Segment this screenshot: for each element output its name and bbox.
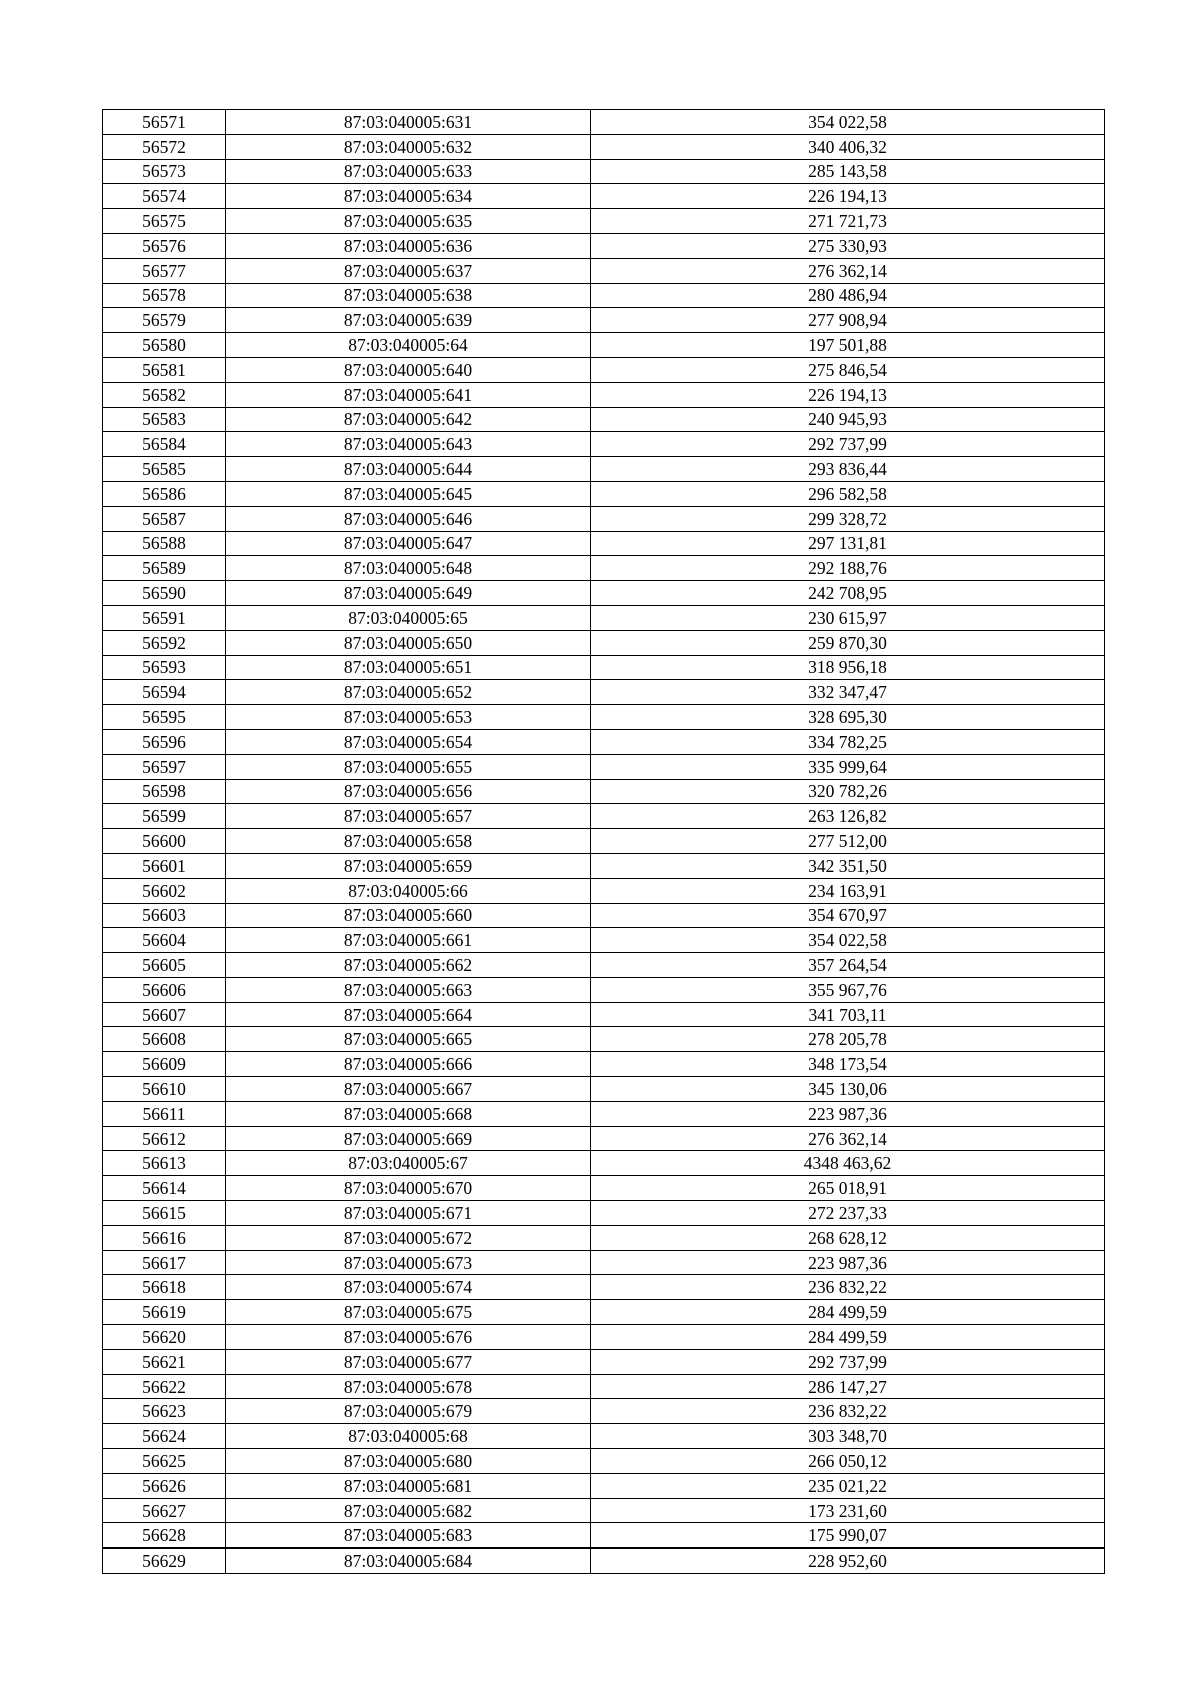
cadastral-number-cell: 87:03:040005:634 — [226, 184, 591, 209]
table-row — [103, 779, 1105, 804]
cadastral-value-cell: 223 987,36 — [591, 1101, 1105, 1126]
cadastral-value-cell: 175 990,07 — [591, 1523, 1105, 1548]
table-row — [103, 1449, 1105, 1474]
table-row — [103, 1176, 1105, 1201]
row-number-cell: 56624 — [103, 1424, 226, 1449]
cadastral-number-cell: 87:03:040005:672 — [226, 1225, 591, 1250]
row-number-cell: 56579 — [103, 308, 226, 333]
row-number-cell: 56613 — [103, 1151, 226, 1176]
table-row — [103, 829, 1105, 854]
row-number-cell: 56603 — [103, 903, 226, 928]
cadastral-value-cell: 318 956,18 — [591, 655, 1105, 680]
cadastral-value-cell: 280 486,94 — [591, 283, 1105, 308]
table-row — [103, 531, 1105, 556]
cadastral-value-cell: 292 737,99 — [591, 1349, 1105, 1374]
cadastral-number-cell: 87:03:040005:645 — [226, 481, 591, 506]
cadastral-value-cell: 297 131,81 — [591, 531, 1105, 556]
cadastral-number-cell: 87:03:040005:633 — [226, 159, 591, 184]
table-row — [103, 1002, 1105, 1027]
table-row — [103, 977, 1105, 1002]
table-row — [103, 506, 1105, 531]
table-row — [103, 680, 1105, 705]
row-number-cell: 56612 — [103, 1126, 226, 1151]
table-row — [103, 209, 1105, 234]
table-row — [103, 1349, 1105, 1374]
table-row — [103, 407, 1105, 432]
cadastral-number-cell: 87:03:040005:670 — [226, 1176, 591, 1201]
row-number-cell: 56602 — [103, 878, 226, 903]
table-row — [103, 878, 1105, 903]
cadastral-number-cell: 87:03:040005:651 — [226, 655, 591, 680]
cadastral-value-cell: 236 832,22 — [591, 1275, 1105, 1300]
cadastral-number-cell: 87:03:040005:646 — [226, 506, 591, 531]
row-number-cell: 56594 — [103, 680, 226, 705]
row-number-cell: 56572 — [103, 134, 226, 159]
cadastral-value-cell: 223 987,36 — [591, 1250, 1105, 1275]
cadastral-number-cell: 87:03:040005:643 — [226, 432, 591, 457]
cadastral-number-cell: 87:03:040005:664 — [226, 1002, 591, 1027]
row-number-cell: 56607 — [103, 1002, 226, 1027]
table-row — [103, 357, 1105, 382]
cadastral-value-cell: 354 670,97 — [591, 903, 1105, 928]
cadastral-number-cell: 87:03:040005:655 — [226, 754, 591, 779]
cadastral-value-cell: 284 499,59 — [591, 1300, 1105, 1325]
cadastral-value-cell: 292 188,76 — [591, 556, 1105, 581]
cadastral-value-cell: 278 205,78 — [591, 1027, 1105, 1052]
row-number-cell: 56608 — [103, 1027, 226, 1052]
cadastral-number-cell: 87:03:040005:650 — [226, 630, 591, 655]
row-number-cell: 56625 — [103, 1449, 226, 1474]
row-number-cell: 56599 — [103, 804, 226, 829]
cadastral-number-cell: 87:03:040005:641 — [226, 382, 591, 407]
row-number-cell: 56571 — [103, 110, 226, 135]
table-row — [103, 134, 1105, 159]
table-row — [103, 1374, 1105, 1399]
cadastral-value-cell: 328 695,30 — [591, 705, 1105, 730]
cadastral-number-cell: 87:03:040005:653 — [226, 705, 591, 730]
cadastral-value-cell: 228 952,60 — [591, 1548, 1105, 1573]
cadastral-value-cell: 226 194,13 — [591, 184, 1105, 209]
cadastral-number-cell: 87:03:040005:649 — [226, 581, 591, 606]
cadastral-value-cell: 266 050,12 — [591, 1449, 1105, 1474]
row-number-cell: 56623 — [103, 1399, 226, 1424]
cadastral-number-cell: 87:03:040005:681 — [226, 1473, 591, 1498]
cadastral-value-cell: 292 737,99 — [591, 432, 1105, 457]
cadastral-value-cell: 277 512,00 — [591, 829, 1105, 854]
cadastral-number-cell: 87:03:040005:635 — [226, 209, 591, 234]
table-row — [103, 1250, 1105, 1275]
row-number-cell: 56575 — [103, 209, 226, 234]
cadastral-number-cell: 87:03:040005:673 — [226, 1250, 591, 1275]
table-row — [103, 1151, 1105, 1176]
cadastral-number-cell: 87:03:040005:631 — [226, 110, 591, 135]
table-row — [103, 556, 1105, 581]
table-row — [103, 853, 1105, 878]
cadastral-number-cell: 87:03:040005:666 — [226, 1052, 591, 1077]
cadastral-number-cell: 87:03:040005:660 — [226, 903, 591, 928]
cadastral-value-cell: 272 237,33 — [591, 1201, 1105, 1226]
row-number-cell: 56588 — [103, 531, 226, 556]
cadastral-number-cell: 87:03:040005:679 — [226, 1399, 591, 1424]
cadastral-number-cell: 87:03:040005:64 — [226, 333, 591, 358]
cadastral-value-cell: 341 703,11 — [591, 1002, 1105, 1027]
cadastral-value-cell: 340 406,32 — [591, 134, 1105, 159]
row-number-cell: 56629 — [103, 1548, 226, 1573]
row-number-cell: 56610 — [103, 1077, 226, 1102]
row-number-cell: 56611 — [103, 1101, 226, 1126]
cadastral-number-cell: 87:03:040005:684 — [226, 1548, 591, 1573]
row-number-cell: 56576 — [103, 233, 226, 258]
cadastral-number-cell: 87:03:040005:640 — [226, 357, 591, 382]
row-number-cell: 56595 — [103, 705, 226, 730]
row-number-cell: 56604 — [103, 928, 226, 953]
cadastral-number-cell: 87:03:040005:683 — [226, 1523, 591, 1548]
cadastral-number-cell: 87:03:040005:642 — [226, 407, 591, 432]
cadastral-number-cell: 87:03:040005:676 — [226, 1325, 591, 1350]
cadastral-value-cell: 276 362,14 — [591, 258, 1105, 283]
row-number-cell: 56583 — [103, 407, 226, 432]
row-number-cell: 56580 — [103, 333, 226, 358]
table-row — [103, 1101, 1105, 1126]
table-row — [103, 804, 1105, 829]
table-row — [103, 1424, 1105, 1449]
cadastral-value-cell: 259 870,30 — [591, 630, 1105, 655]
table-row — [103, 333, 1105, 358]
cadastral-number-cell: 87:03:040005:682 — [226, 1498, 591, 1523]
row-number-cell: 56616 — [103, 1225, 226, 1250]
cadastral-value-cell: 357 264,54 — [591, 953, 1105, 978]
cadastral-number-cell: 87:03:040005:656 — [226, 779, 591, 804]
cadastral-value-cell: 242 708,95 — [591, 581, 1105, 606]
table-row — [103, 655, 1105, 680]
cadastral-number-cell: 87:03:040005:65 — [226, 605, 591, 630]
cadastral-value-cell: 268 628,12 — [591, 1225, 1105, 1250]
cadastral-number-cell: 87:03:040005:652 — [226, 680, 591, 705]
table-row — [103, 432, 1105, 457]
cadastral-number-cell: 87:03:040005:661 — [226, 928, 591, 953]
row-number-cell: 56622 — [103, 1374, 226, 1399]
cadastral-value-cell: 299 328,72 — [591, 506, 1105, 531]
cadastral-number-cell: 87:03:040005:67 — [226, 1151, 591, 1176]
table-row — [103, 308, 1105, 333]
row-number-cell: 56627 — [103, 1498, 226, 1523]
cadastral-number-cell: 87:03:040005:68 — [226, 1424, 591, 1449]
cadastral-number-cell: 87:03:040005:638 — [226, 283, 591, 308]
cadastral-value-cell: 277 908,94 — [591, 308, 1105, 333]
cadastral-value-cell: 271 721,73 — [591, 209, 1105, 234]
table-body — [103, 110, 1105, 1574]
cadastral-value-cell: 355 967,76 — [591, 977, 1105, 1002]
row-number-cell: 56614 — [103, 1176, 226, 1201]
row-number-cell: 56600 — [103, 829, 226, 854]
cadastral-value-cell: 276 362,14 — [591, 1126, 1105, 1151]
row-number-cell: 56582 — [103, 382, 226, 407]
cadastral-number-cell: 87:03:040005:680 — [226, 1449, 591, 1474]
row-number-cell: 56621 — [103, 1349, 226, 1374]
row-number-cell: 56596 — [103, 729, 226, 754]
table-row — [103, 1548, 1105, 1573]
cadastral-value-cell: 354 022,58 — [591, 928, 1105, 953]
table-row — [103, 481, 1105, 506]
table-row — [103, 1027, 1105, 1052]
row-number-cell: 56589 — [103, 556, 226, 581]
cadastral-value-cell: 303 348,70 — [591, 1424, 1105, 1449]
table-row — [103, 1052, 1105, 1077]
cadastral-value-cell: 4348 463,62 — [591, 1151, 1105, 1176]
cadastral-value-cell: 285 143,58 — [591, 159, 1105, 184]
table-row — [103, 184, 1105, 209]
cadastral-value-cell: 335 999,64 — [591, 754, 1105, 779]
cadastral-number-cell: 87:03:040005:644 — [226, 457, 591, 482]
row-number-cell: 56628 — [103, 1523, 226, 1548]
row-number-cell: 56590 — [103, 581, 226, 606]
cadastral-number-cell: 87:03:040005:677 — [226, 1349, 591, 1374]
row-number-cell: 56581 — [103, 357, 226, 382]
row-number-cell: 56573 — [103, 159, 226, 184]
table-row — [103, 1523, 1105, 1548]
row-number-cell: 56606 — [103, 977, 226, 1002]
row-number-cell: 56598 — [103, 779, 226, 804]
row-number-cell: 56601 — [103, 853, 226, 878]
row-number-cell: 56626 — [103, 1473, 226, 1498]
table-row — [103, 382, 1105, 407]
table-row — [103, 1077, 1105, 1102]
row-number-cell: 56593 — [103, 655, 226, 680]
cadastral-number-cell: 87:03:040005:657 — [226, 804, 591, 829]
row-number-cell: 56605 — [103, 953, 226, 978]
row-number-cell: 56615 — [103, 1201, 226, 1226]
table-row — [103, 581, 1105, 606]
cadastral-value-cell: 230 615,97 — [591, 605, 1105, 630]
table-row — [103, 1399, 1105, 1424]
row-number-cell: 56585 — [103, 457, 226, 482]
cadastral-number-cell: 87:03:040005:636 — [226, 233, 591, 258]
row-number-cell: 56591 — [103, 605, 226, 630]
cadastral-value-cell: 235 021,22 — [591, 1473, 1105, 1498]
cadastral-number-cell: 87:03:040005:662 — [226, 953, 591, 978]
table-row — [103, 754, 1105, 779]
table-row — [103, 283, 1105, 308]
table-row — [103, 457, 1105, 482]
row-number-cell: 56592 — [103, 630, 226, 655]
cadastral-number-cell: 87:03:040005:647 — [226, 531, 591, 556]
cadastral-number-cell: 87:03:040005:654 — [226, 729, 591, 754]
row-number-cell: 56587 — [103, 506, 226, 531]
table-row — [103, 630, 1105, 655]
cadastral-value-cell: 354 022,58 — [591, 110, 1105, 135]
cadastral-number-cell: 87:03:040005:678 — [226, 1374, 591, 1399]
table-row — [103, 928, 1105, 953]
row-number-cell: 56577 — [103, 258, 226, 283]
cadastral-value-cell: 284 499,59 — [591, 1325, 1105, 1350]
cadastral-value-cell: 234 163,91 — [591, 878, 1105, 903]
cadastral-value-table — [102, 109, 1105, 1574]
row-number-cell: 56619 — [103, 1300, 226, 1325]
row-number-cell: 56574 — [103, 184, 226, 209]
cadastral-value-cell: 293 836,44 — [591, 457, 1105, 482]
row-number-cell: 56597 — [103, 754, 226, 779]
cadastral-value-cell: 236 832,22 — [591, 1399, 1105, 1424]
cadastral-value-cell: 296 582,58 — [591, 481, 1105, 506]
cadastral-value-cell: 345 130,06 — [591, 1077, 1105, 1102]
cadastral-value-cell: 342 351,50 — [591, 853, 1105, 878]
cadastral-value-cell: 263 126,82 — [591, 804, 1105, 829]
cadastral-number-cell: 87:03:040005:668 — [226, 1101, 591, 1126]
cadastral-number-cell: 87:03:040005:639 — [226, 308, 591, 333]
cadastral-number-cell: 87:03:040005:648 — [226, 556, 591, 581]
cadastral-value-cell: 286 147,27 — [591, 1374, 1105, 1399]
cadastral-value-cell: 334 782,25 — [591, 729, 1105, 754]
table-row — [103, 729, 1105, 754]
cadastral-value-cell: 275 846,54 — [591, 357, 1105, 382]
cadastral-value-cell: 348 173,54 — [591, 1052, 1105, 1077]
cadastral-value-cell: 240 945,93 — [591, 407, 1105, 432]
table-row — [103, 953, 1105, 978]
cadastral-number-cell: 87:03:040005:671 — [226, 1201, 591, 1226]
table-row — [103, 1126, 1105, 1151]
cadastral-number-cell: 87:03:040005:632 — [226, 134, 591, 159]
cadastral-value-cell: 173 231,60 — [591, 1498, 1105, 1523]
cadastral-number-cell: 87:03:040005:66 — [226, 878, 591, 903]
cadastral-number-cell: 87:03:040005:669 — [226, 1126, 591, 1151]
row-number-cell: 56618 — [103, 1275, 226, 1300]
table-row — [103, 605, 1105, 630]
cadastral-value-cell: 197 501,88 — [591, 333, 1105, 358]
cadastral-number-cell: 87:03:040005:675 — [226, 1300, 591, 1325]
table-row — [103, 705, 1105, 730]
cadastral-value-cell: 332 347,47 — [591, 680, 1105, 705]
table-row — [103, 1325, 1105, 1350]
row-number-cell: 56584 — [103, 432, 226, 457]
cadastral-value-cell: 320 782,26 — [591, 779, 1105, 804]
cadastral-value-cell: 226 194,13 — [591, 382, 1105, 407]
row-number-cell: 56620 — [103, 1325, 226, 1350]
table-row — [103, 1473, 1105, 1498]
row-number-cell: 56578 — [103, 283, 226, 308]
row-number-cell: 56609 — [103, 1052, 226, 1077]
cadastral-number-cell: 87:03:040005:665 — [226, 1027, 591, 1052]
table-row — [103, 233, 1105, 258]
cadastral-number-cell: 87:03:040005:658 — [226, 829, 591, 854]
table-row — [103, 903, 1105, 928]
table-row — [103, 1275, 1105, 1300]
cadastral-number-cell: 87:03:040005:674 — [226, 1275, 591, 1300]
cadastral-value-cell: 265 018,91 — [591, 1176, 1105, 1201]
row-number-cell: 56617 — [103, 1250, 226, 1275]
table-row — [103, 1300, 1105, 1325]
table-row — [103, 1225, 1105, 1250]
table-row — [103, 110, 1105, 135]
table-row — [103, 159, 1105, 184]
cadastral-number-cell: 87:03:040005:637 — [226, 258, 591, 283]
table-row — [103, 1498, 1105, 1523]
cadastral-number-cell: 87:03:040005:667 — [226, 1077, 591, 1102]
table-row — [103, 258, 1105, 283]
table-row — [103, 1201, 1105, 1226]
row-number-cell: 56586 — [103, 481, 226, 506]
cadastral-number-cell: 87:03:040005:659 — [226, 853, 591, 878]
cadastral-value-cell: 275 330,93 — [591, 233, 1105, 258]
cadastral-number-cell: 87:03:040005:663 — [226, 977, 591, 1002]
